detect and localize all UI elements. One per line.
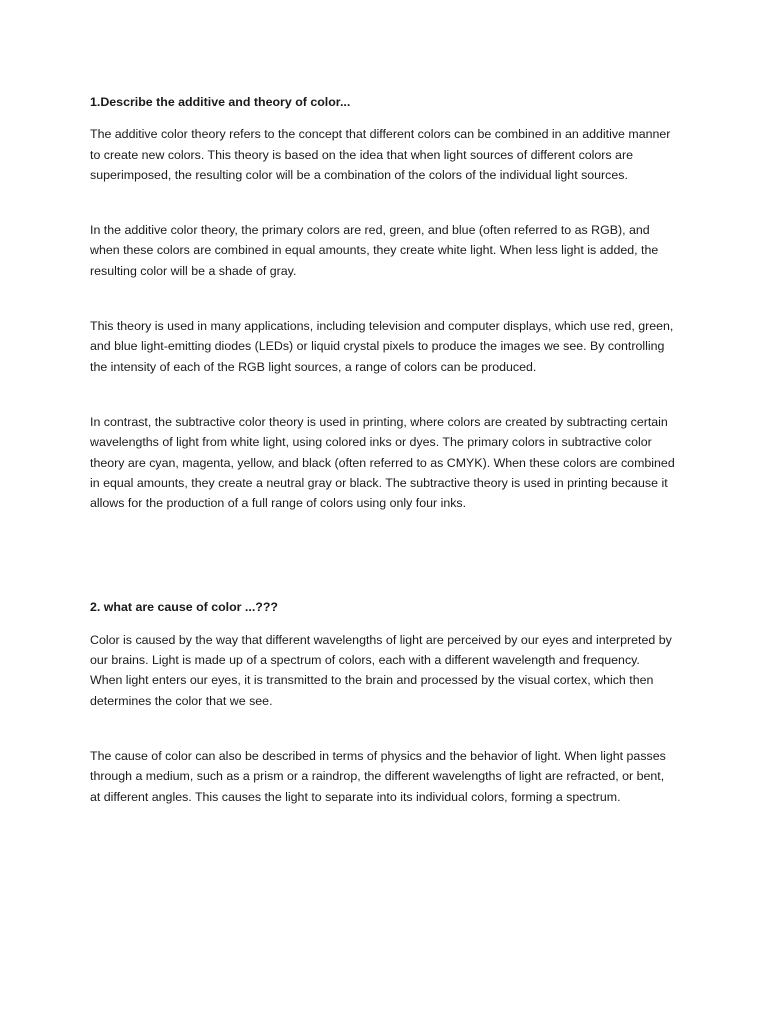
section-heading: 1.Describe the additive and theory of color... [90,95,351,109]
document-page [90,92,675,807]
paragraph: The additive color theory refers to the concept that different colors can be combined in an additive manner to create new colors. This theory is based on the idea that when light sources of different colors are superimposed, the resulting color will be a combination of the colors of the individual light sources. [90,127,671,182]
paragraph: In the additive color theory, the primary colors are red, green, and blue (often referred to as RGB), and when these colors are combined in equal amounts, they create white light. When less light is added, the resulting color will be a shade of gray. [90,223,659,278]
section-heading: 2. what are cause of color ...??? [90,600,278,615]
paragraph: The cause of color can also be described in terms of physics and the behavior of light. When light passes through a medium, such as a prism or a raindrop, the different wavelengths of light are refracted, or bent, at different angles. This causes the light to separate into its individual colors, forming a spectrum. [90,748,666,804]
paragraph: In contrast, the subtractive color theory is used in printing, where colors are created by subtracting certain wavelengths of light from white light, using colored inks or dyes. The primary colors in subtractive color theory are cyan, magenta, yellow, and black (often referred to as CMYK). When these colors are combined in equal amounts, they create a neutral gray or black. The subtractive theory is used in printing because it allows for the production of a full range of colors using only four inks. [90,414,675,511]
paragraph: Color is caused by the way that different wavelengths of light are perceived by our eyes and interpreted by our brains. Light is made up of a spectrum of colors, each with a different wavelength and frequency. When light enters our eyes, it is transmitted to the brain and processed by the visual cortex, which then determines the color that we see. [90,632,672,708]
paragraph: This theory is used in many applications, including television and computer displays, which use red, green, and blue light-emitting diodes (LEDs) or liquid crystal pixels to produce the images we see. By controlling the intensity of each of the RGB light sources, a range of colors can be produced. [90,319,674,374]
